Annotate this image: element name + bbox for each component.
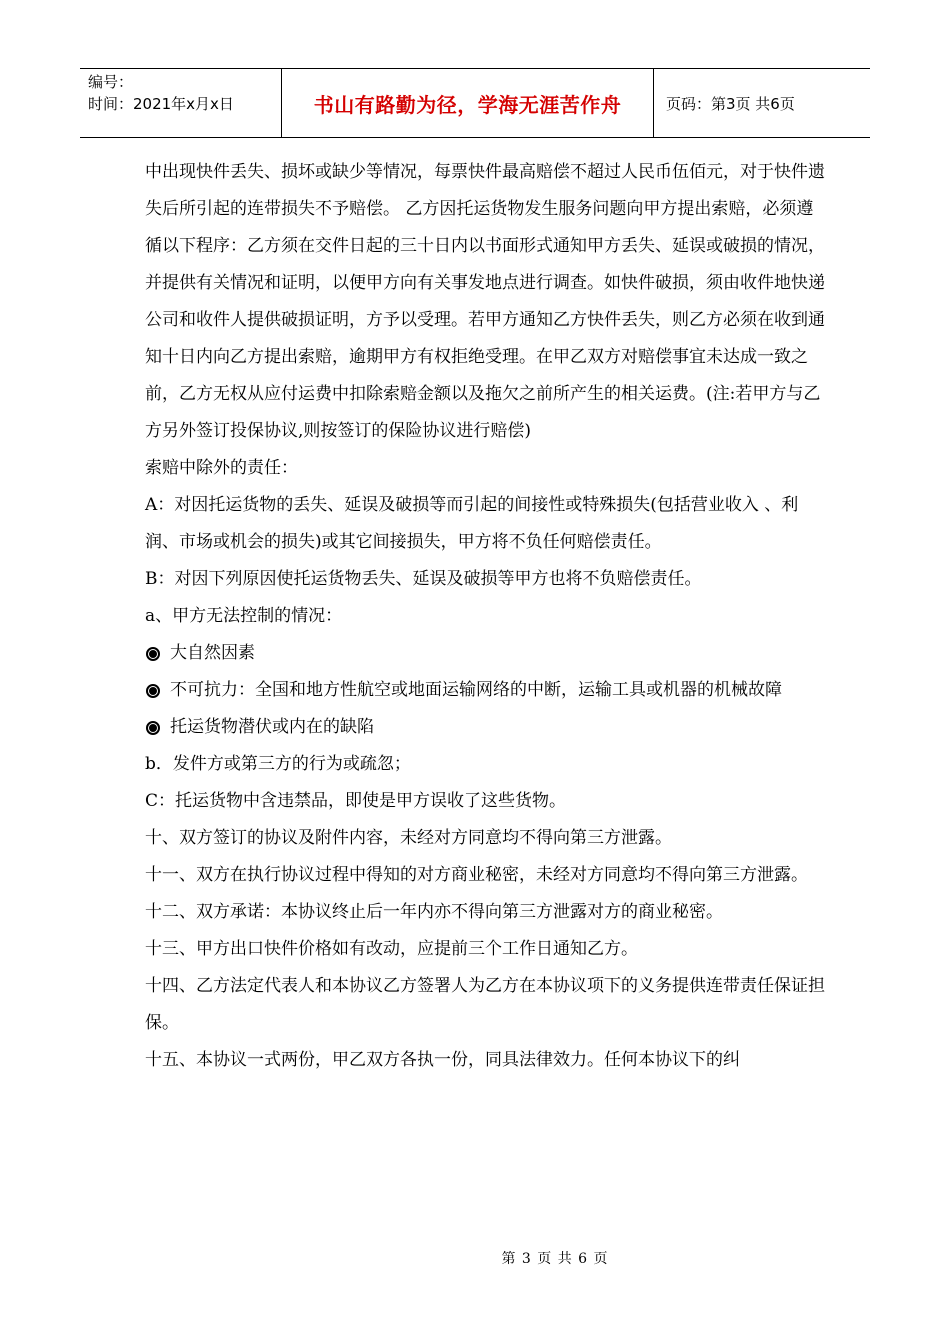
page-footer: 第 3 页 共 6 页 — [501, 1251, 609, 1267]
paragraph: A：对因托运货物的丢失、延误及破损等而引起的间接性或特殊损失(包括营业收入 、利润、市场或机会的损失)或其它间接损失，甲方将不负任何赔偿责任。 — [145, 495, 799, 552]
header-motto: 书山有路勤为径，学海无涯苦作舟 — [313, 92, 622, 117]
paragraph: b．发件方或第三方的行为或疏忽； — [145, 754, 411, 774]
header-meta — [80, 69, 282, 137]
circle-bullet-icon — [146, 684, 160, 698]
paragraph: 十三、甲方出口快件价格如有改动，应提前三个工作日通知乙方。 — [145, 939, 638, 959]
paragraph: 十二、双方承诺：本协议终止后一年内亦不得向第三方泄露对方的商业秘密。 — [145, 902, 723, 922]
date-label: 时间：2021年x月x日 — [88, 95, 234, 113]
paragraph: a、甲方无法控制的情况： — [145, 606, 343, 626]
number-label: 编号： — [88, 73, 134, 91]
circle-bullet-icon — [146, 647, 160, 661]
bullet-item — [145, 672, 825, 709]
bullet-text: 不可抗力：全国和地方性航空或地面运输网络的中断，运输工具或机器的机械故障 — [170, 680, 782, 700]
bullet-text: 大自然因素 — [170, 643, 255, 663]
document-header — [80, 68, 870, 138]
header-motto-cell — [282, 69, 654, 137]
circle-bullet-icon — [146, 721, 160, 735]
paragraph: 十、双方签订的协议及附件内容，未经对方同意均不得向第三方泄露。 — [145, 828, 672, 848]
paragraph: 十四、乙方法定代表人和本协议乙方签署人为乙方在本协议项下的义务提供连带责任保证担保。 — [145, 976, 825, 1033]
document-body — [145, 154, 825, 1079]
bullet-item — [145, 635, 825, 672]
paragraph: 索赔中除外的责任： — [145, 458, 298, 478]
paragraph: B：对因下列原因使托运货物丢失、延误及破损等甲方也将不负赔偿责任。 — [145, 569, 702, 589]
paragraph: 十一、双方在执行协议过程中得知的对方商业秘密，未经对方同意均不得向第三方泄露。 — [145, 865, 808, 885]
paragraph: 十五、本协议一式两份，甲乙双方各执一份，同具法律效力。任何本协议下的纠 — [145, 1050, 740, 1070]
paragraph: 中出现快件丢失、损坏或缺少等情况，每票快件最高赔偿不超过人民币伍佰元，对于快件遗失后所引起的连带损失不予赔偿。 乙方因托运货物发生服务问题向甲方提出索赔，必须遵循以下程序：乙方须在交件日起的三十日内以书面形式通知甲方丢失、延误或破损的情况，并提供有关情况和证明，以便甲方向有关事发地点进行调查。如快件破损，须由收件地快递公司和收件人提供破损证明，方予以受理。若甲方通知乙方快件丢失，则乙方必须在收到通知十日内向乙方提出索赔，逾期甲方有权拒绝受理。在甲乙双方对赔偿事宜未达成一致之前，乙方无权从应付运费中扣除索赔金额以及拖欠之前所产生的相关运费。(注:若甲方与乙方另外签订投保协议,则按签订的保险协议进行赔偿) — [145, 162, 825, 441]
header-page-label: 页码：第3页 共6页 — [666, 94, 795, 113]
bullet-item — [145, 709, 825, 746]
header-page-cell — [654, 69, 870, 137]
bullet-text: 托运货物潜伏或内在的缺陷 — [170, 717, 374, 737]
paragraph: C：托运货物中含违禁品，即使是甲方误收了这些货物。 — [145, 791, 567, 811]
